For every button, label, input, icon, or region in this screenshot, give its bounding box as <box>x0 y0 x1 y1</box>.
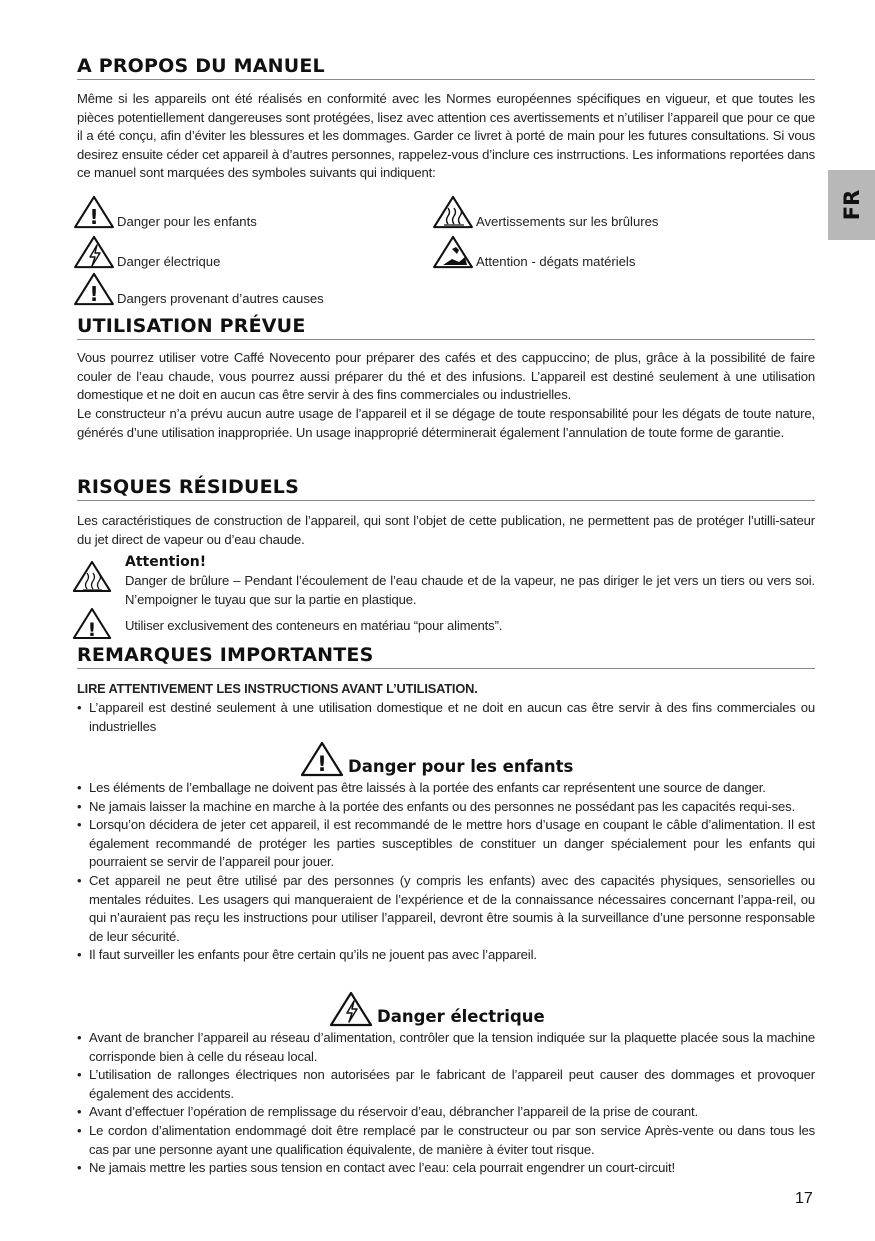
warning-icon <box>73 195 115 229</box>
symbol-children <box>73 195 257 229</box>
symbol-other <box>73 272 324 306</box>
residual-risks-paragraph: Les caractéristiques de construction de l’appareil, qui sont l’objet de cette publication, ne permettent pas de protéger l’utilli-sateur du jet direct de vapeur ou d’eau chaude. <box>77 513 815 547</box>
warning-icon <box>73 272 115 306</box>
list-item: • Les éléments de l’emballage ne doivent pas être laissés à la portée des enfants car représentent une source de danger. <box>77 779 815 798</box>
electric-danger-heading-label: Danger électrique <box>377 1007 545 1026</box>
section-title-about: A PROPOS DU MANUEL <box>77 55 815 80</box>
symbol-other-label: Dangers provenant d’autres causes <box>117 291 324 306</box>
children-danger-list <box>77 779 815 965</box>
symbol-electric <box>73 235 220 269</box>
svg-text:!: ! <box>89 282 99 306</box>
list-item: • Ne jamais mettre les parties sous tension en contact avec l’eau: cela pourrait engendrer un court-circuit! <box>77 1159 815 1178</box>
language-tab <box>828 170 875 240</box>
about-paragraph: Même si les appareils ont été réalisés en conformité avec les Normes européennes spécifiques en vigueur, et que toutes les pièces potentiellement dangereuses sont protégées, lisez avec attention ces avertissements et n’utiliser l’appareil que pour ce que il a été conçu, afin d’éviter les blessures et les dommages. Garder ce livret à porté de main pour les futures consultations. Si vous desirez ensuite céder cet appareil à d’autres personnes, rappelez-vous d’inclure ces instrructions. Les informations reportées dans ce manuel sont marquées des symboles suivants qui indiquent: <box>77 91 815 181</box>
intro-list <box>77 699 815 736</box>
hot-surface-icon <box>432 195 474 229</box>
section-title-residual-risks: RISQUES RÉSIDUELS <box>77 476 815 501</box>
list-item: • Avant d’effectuer l’opération de remplissage du réservoir d’eau, débrancher l’appareil de la prise de courant. <box>77 1103 815 1122</box>
svg-text:!: ! <box>87 619 97 640</box>
burn-warning-text: Danger de brûlure – Pendant l’écoulement de l’eau chaude et de la vapeur, ne pas diriger le jet vers un tiers ou vers soi. N’empoigner le tuyau que sur la partie en plastique. <box>125 573 815 607</box>
children-danger-heading-label: Danger pour les enfants <box>348 757 574 776</box>
children-danger-heading <box>300 741 573 777</box>
attention-label: Attention! <box>125 554 207 570</box>
symbol-material-label: Attention - dégats matériels <box>476 254 636 269</box>
electric-shock-icon <box>73 235 115 269</box>
electric-shock-icon <box>329 991 373 1027</box>
list-item: • Ne jamais laisser la machine en marche à la portée des enfants ou des personnes ne possédant pas les capacités requi-ses. <box>77 798 815 817</box>
section-title-intended-use: UTILISATION PRÉVUE <box>77 315 815 340</box>
list-item: • Il faut surveiller les enfants pour être certain qu’ils ne jouent pas avec l’appareil. <box>77 946 815 965</box>
page-number: 17 <box>795 1190 813 1207</box>
electric-danger-list <box>77 1029 815 1178</box>
symbol-burns-label: Avertissements sur les brûlures <box>476 214 659 229</box>
list-item: • Lorsqu’on décidera de jeter cet appareil, il est recommandé de le mettre hors d’usage en coupant le câble d’alimentation. Il est également recommandé de protéger les parties susceptibles de constituer un danger spécialement pour les enfants qui pourraient se servir de l’appareil pour jouer. <box>77 816 815 872</box>
food-container-warning: Utiliser exclusivement des conteneurs en matériau “pour aliments”. <box>125 618 503 633</box>
material-damage-icon <box>432 235 474 269</box>
list-item: • L’utilisation de rallonges électriques non autorisées par le fabricant de l’appareil peut causer des dommages et provoquer également des accidents. <box>77 1066 815 1103</box>
intended-use-paragraph-1: Vous pourrez utiliser votre Caffé Novecento pour préparer des cafés et des cappuccino; de plus, grâce à la possibilité de faire couler de l’eau chaude, vous pourrez aussi préparer du thé et des infusions. L’appareil est destiné seulement à une utilisation domestique et ne doit en aucun cas être servir à des fins commerciales ou industrielles. <box>77 350 815 403</box>
list-item: • Avant de brancher l’appareil au réseau d’alimentation, contrôler que la tension indiquée sur la plaquette placée sous la machine corrisponde bien à celle du réseau local. <box>77 1029 815 1066</box>
electric-danger-heading <box>329 991 545 1027</box>
list-item: • Cet appareil ne peut être utilisé par des personnes (y compris les enfants) avec des capacités physiques, sensorielles ou mentales réduites. Les usagers qui manqueraient de l’expérience et de la connaissance nécessaires concernant l’appa-reil, ou qui n’auraient pas reçu les instructions pour utiliser l’appareil, devront être soumis à la surveillance d’une personne responsable de leur sécurité. <box>77 872 815 946</box>
svg-text:!: ! <box>89 205 99 229</box>
section-title-important: REMARQUES IMPORTANTES <box>77 644 815 669</box>
list-item: • Le cordon d’alimentation endommagé doit être remplacé par le constructeur ou par son service Après-vente ou dans tous les cas par une personne ayant une qualification équivalente, de manière à éviter tout risque. <box>77 1122 815 1159</box>
language-tab-label: FR <box>839 189 864 221</box>
symbol-children-label: Danger pour les enfants <box>117 214 257 229</box>
symbol-material <box>432 235 635 269</box>
warning-icon <box>300 741 344 777</box>
intended-use-paragraph-2: Le constructeur n’a prévu aucun autre usage de l’appareil et il se dégage de toute responsabilité pour les dégats de toute nature, générés d’une utilisation inappropriée. Un usage inapproprié déterminerait également l’annulation de toute forme de garantie. <box>77 406 815 440</box>
hot-surface-icon <box>72 560 112 593</box>
svg-text:!: ! <box>317 752 327 776</box>
symbol-electric-label: Danger électrique <box>117 254 221 269</box>
list-item: • L’appareil est destiné seulement à une utilisation domestique et ne doit en aucun cas être servir à des fins commerciales ou industrielles <box>77 699 815 736</box>
symbol-burns <box>432 195 658 229</box>
read-instructions-notice: LIRE ATTENTIVEMENT LES INSTRUCTIONS AVANT L’UTILISATION. <box>77 681 478 696</box>
warning-icon <box>72 607 112 640</box>
